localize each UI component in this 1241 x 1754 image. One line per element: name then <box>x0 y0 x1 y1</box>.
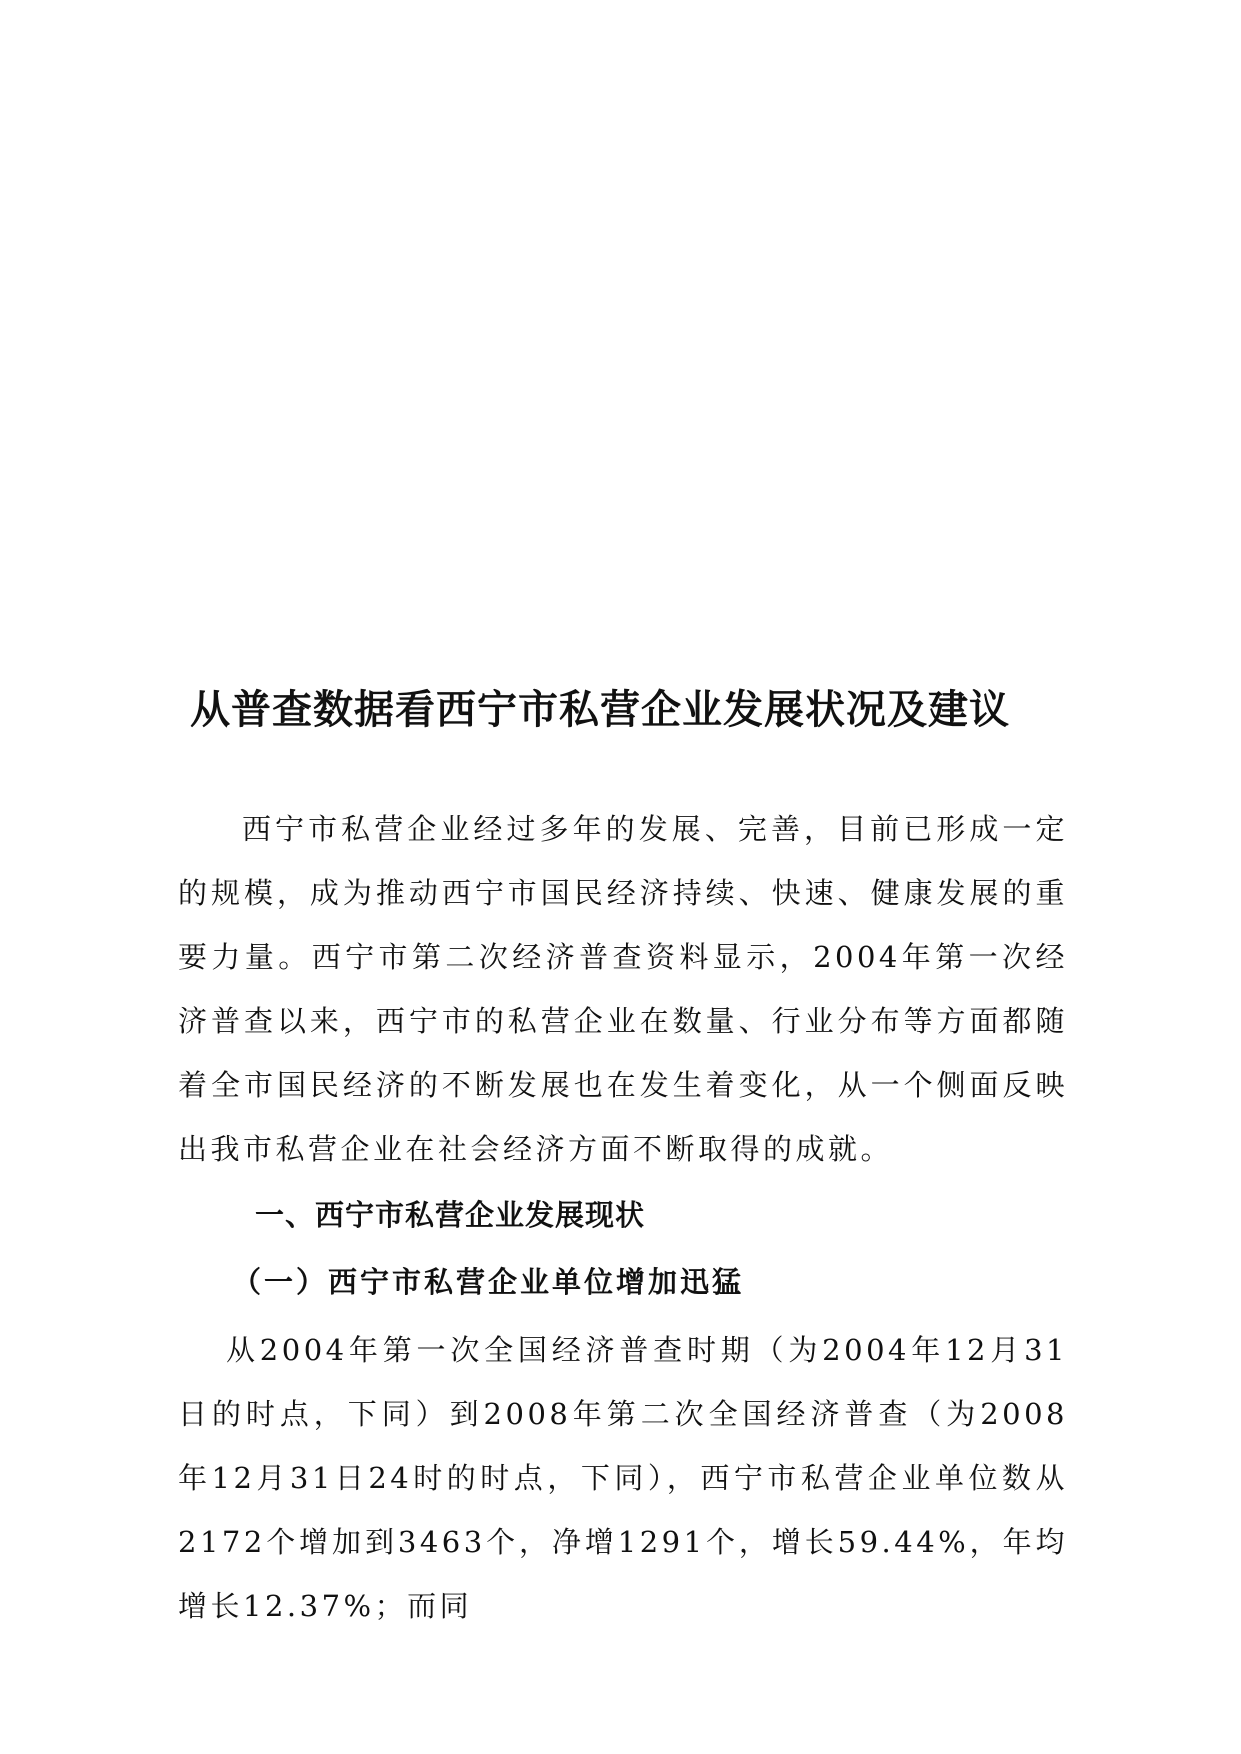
growth-paragraph: 从2004年第一次全国经济普查时期（为2004年12月31日的时点，下同）到2008年第二次全国经济普查（为2008年12月31日24时的时点，下同），西宁市私营企业单位数从2172个增加到3463个，净增1291个，增长59.44%，年均增长12.37%；而同 <box>178 1333 1068 1623</box>
document-title: 从普查数据看西宁市私营企业发展状况及建议 <box>190 687 1010 733</box>
subsection-heading: （一）西宁市私营企业单位增加迅猛 <box>232 1265 745 1299</box>
section-heading: 一、西宁市私营企业发展现状 <box>255 1198 646 1232</box>
intro-paragraph: 西宁市私营企业经过多年的发展、完善，目前已形成一定的规模，成为推动西宁市国民经济持续、快速、健康发展的重要力量。西宁市第二次经济普查资料显示，2004年第一次经济普查以来，西宁市的私营企业在数量、行业分布等方面都随着全市国民经济的不断发展也在发生着变化，从一个侧面反映出我市私营企业在社会经济方面不断取得的成就。 <box>178 812 1068 1166</box>
